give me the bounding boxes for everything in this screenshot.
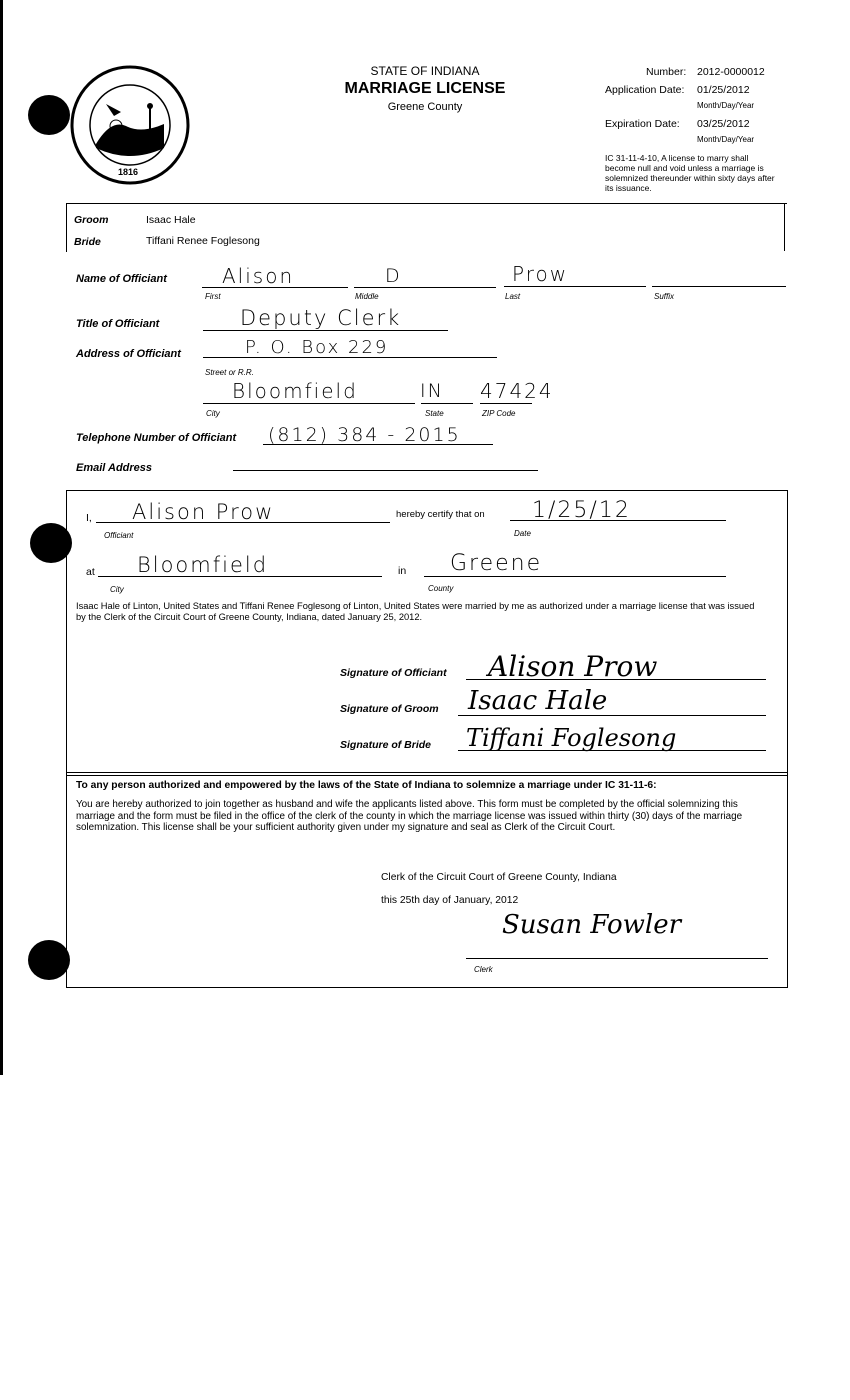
- officiant-phone-label: Telephone Number of Officiant: [76, 432, 237, 444]
- binder-hole: [28, 940, 70, 980]
- certificate-county: Greene: [450, 551, 543, 576]
- officiant-zip: 47424: [480, 379, 554, 403]
- certificate-date: 1/25/12: [532, 498, 631, 523]
- application-date-label: Application Date:: [605, 84, 685, 96]
- application-date: 01/25/2012: [697, 84, 750, 96]
- marriage-statement: Isaac Hale of Linton, United States and Tiffani Renee Foglesong of Linton, United States were married by me as authorized under a marriage license that was issued by the Clerk of the Circuit Court of Greene County, Indiana, dated January 25, 2012.: [76, 601, 755, 622]
- expiration-date: 03/25/2012: [697, 118, 750, 130]
- groom-name: Isaac Hale: [146, 214, 196, 226]
- bride-name: Tiffani Renee Foglesong: [146, 235, 260, 247]
- clerk-caption: Clerk: [474, 965, 493, 974]
- officiant-title: Deputy Clerk: [240, 306, 402, 330]
- scan-edge: [0, 0, 3, 1075]
- bride-label: Bride: [74, 236, 101, 248]
- issue-date-line: this 25th day of January, 2012: [381, 895, 519, 906]
- sig-bride: Tiffani Foglesong: [466, 724, 677, 752]
- zip-caption: ZIP Code: [482, 409, 516, 418]
- authorization-heading: To any person authorized and empowered by the laws of the State of Indiana to solemnize a marriage under IC 31-11-6:: [76, 780, 657, 791]
- officiant-caption: Officiant: [104, 531, 134, 540]
- officiant-name-label: Name of Officiant: [76, 273, 167, 285]
- middle-caption: Middle: [355, 292, 379, 301]
- county-caption: County: [428, 584, 454, 593]
- officiant-middle: D: [385, 265, 402, 287]
- officiant-last: Prow: [512, 262, 569, 286]
- sig-bride-label: Signature of Bride: [340, 739, 432, 751]
- officiant-street: P. O. Box 229: [245, 337, 389, 358]
- groom-label: Groom: [74, 214, 109, 226]
- date-format-caption: Month/Day/Year: [697, 101, 755, 110]
- in-label: in: [398, 565, 407, 577]
- number-label: Number:: [646, 66, 687, 78]
- officiant-first: Alison: [222, 264, 295, 288]
- first-caption: First: [205, 292, 221, 301]
- clerk-signature: Susan Fowler: [502, 910, 682, 940]
- license-number: 2012-0000012: [697, 66, 765, 78]
- page-title: MARRIAGE LICENSE: [344, 80, 506, 97]
- officiant-state: IN: [420, 380, 444, 402]
- state-heading: STATE OF INDIANA: [370, 64, 480, 78]
- authorization-body: You are hereby authorized to join together as husband and wife the applicants listed above. This form must be completed by the official solemnizing this marriage and the form must be filed in the office of the clerk of the county in which the marriage license was issued within thirty (30) days of the marriage solemnization. This license shall be your sufficient authority given under my signature and seal as Clerk of the Circuit Court.: [76, 799, 743, 833]
- certify-text: hereby certify that on: [396, 509, 485, 520]
- officiant-city: Bloomfield: [232, 379, 358, 403]
- officiant-address-label: Address of Officiant: [76, 348, 181, 360]
- email-label: Email Address: [76, 462, 153, 474]
- certificate-officiant: Alison Prow: [132, 500, 275, 524]
- sig-officiant-label: Signature of Officiant: [340, 667, 447, 679]
- certificate-city: Bloomfield: [137, 553, 269, 577]
- certificate-box: [66, 490, 788, 776]
- last-caption: Last: [505, 292, 521, 301]
- expiration-date-label: Expiration Date:: [605, 118, 680, 130]
- at-label: at: [86, 566, 95, 578]
- sig-officiant: Alison Prow: [488, 650, 658, 683]
- street-caption: Street or R.R.: [205, 368, 254, 377]
- county-heading: Greene County: [387, 101, 463, 113]
- seal-year: 1816: [118, 167, 139, 177]
- officiant-title-label: Title of Officiant: [76, 318, 160, 330]
- state-seal-icon: [66, 64, 194, 186]
- clerk-line: Clerk of the Circuit Court of Greene County, Indiana: [381, 872, 617, 883]
- sig-groom-label: Signature of Groom: [340, 703, 439, 715]
- suffix-caption: Suffix: [654, 292, 675, 301]
- date-caption: Date: [514, 529, 531, 538]
- certificate-i: I,: [86, 512, 92, 524]
- state-caption: State: [425, 409, 444, 418]
- city-caption: City: [206, 409, 220, 418]
- sig-groom: Isaac Hale: [468, 686, 608, 716]
- statute-note: IC 31-11-4-10, A license to marry shall become null and void unless a marriage is solemnized thereunder within sixty days after its issuance.: [605, 153, 775, 193]
- binder-hole: [28, 95, 70, 135]
- certificate-city-caption: City: [110, 585, 124, 594]
- officiant-phone: (812) 384 - 2015: [268, 424, 461, 446]
- date-format-caption: Month/Day/Year: [697, 135, 755, 144]
